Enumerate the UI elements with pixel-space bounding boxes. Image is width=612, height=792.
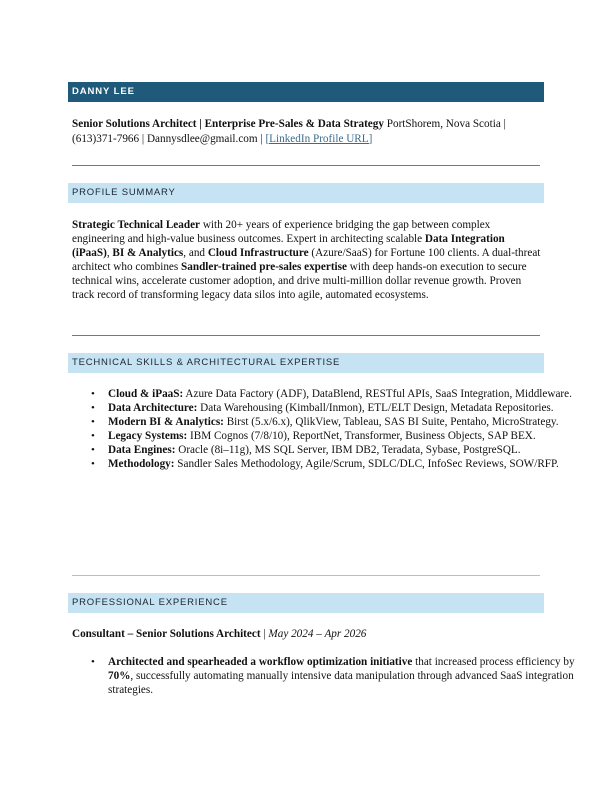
skill-label: Data Architecture: [108,402,198,414]
skill-item [108,387,578,401]
body-text: , [106,247,113,259]
skill-label: Data Engines: [108,444,176,456]
skill-text: Sandler Sales Methodology, Agile/Scrum, SDLC/DLC, InfoSec Reviews, SOW/RFP. [174,458,559,470]
contact-details: PortShorem, Nova Scotia | (613)371-7966 | Dannysdlee@gmail.com | [72,118,506,145]
body-text: with deep hands-on execution to secure technical wins, accelerate customer adoption, and drive multi-million dollar revenue growth. Proven track record of transforming legacy data silos into agile, automated ecosystems. [72,261,527,301]
section-header-profile [68,183,544,203]
job-dates: May 2024 – Apr 2026 [268,628,367,640]
skill-label: Legacy Systems: [108,430,188,442]
emphasis-text: Architected and spearheaded a workflow optimization initiative [108,656,413,668]
divider [72,575,540,576]
skill-label: Cloud & iPaaS: [108,388,184,400]
skill-item [108,457,578,471]
name-banner [68,82,544,102]
emphasis-text: 70% [108,670,131,682]
skill-item [108,415,578,429]
skill-item [108,443,578,457]
candidate-name: DANNY LEE [72,86,135,97]
emphasis-text: Sandler-trained pre-sales expertise [181,261,347,273]
section-title: TECHNICAL SKILLS & ARCHITECTURAL EXPERTISE [72,357,341,368]
experience-bullets [72,655,578,697]
divider [72,165,540,166]
skill-item [108,429,578,443]
skill-label: Methodology: [108,458,175,470]
job-heading [72,627,542,641]
linkedin-link[interactable]: [LinkedIn Profile URL] [265,132,373,145]
skill-label: Modern BI & Analytics: [108,416,224,428]
skill-item [108,401,578,415]
section-title: PROFESSIONAL EXPERIENCE [72,597,228,608]
section-header-experience [68,593,544,613]
section-header-skills [68,353,544,373]
experience-bullet [108,655,578,697]
profile-summary [72,218,542,302]
body-text: that increased process efficiency by [412,656,575,668]
emphasis-text: Cloud Infrastructure [207,247,309,259]
skills-list [72,387,578,471]
job-role: Consultant – Senior Solutions Architect [72,628,261,640]
body-text: with 20+ years of experience bridging the gap between complex engineering and high-value business outcomes. Expert in architecting scalable [72,219,491,245]
headline: Senior Solutions Architect | Enterprise Pre-Sales & Data Strategy [72,118,384,130]
emphasis-text: Strategic Technical Leader [72,219,201,231]
skill-text: Birst (5.x/6.x), QlikView, Tableau, SAS BI Suite, Pentaho, MicroStrategy. [223,416,559,428]
body-text: , and [183,247,208,259]
job-separator: | [260,628,269,640]
skill-text: IBM Cognos (7/8/10), ReportNet, Transformer, Business Objects, SAP BEX. [187,430,536,442]
divider [72,335,540,336]
emphasis-text: Data Integration (iPaaS) [72,233,505,259]
skill-text: Data Warehousing (Kimball/Inmon), ETL/ELT Design, Metadata Repositories. [197,402,554,414]
skill-text: Azure Data Factory (ADF), DataBlend, RESTful APIs, SaaS Integration, Middleware. [183,388,572,400]
section-title: PROFILE SUMMARY [72,187,176,198]
contact-block [72,117,544,146]
body-text: , successfully automating manually intensive data manipulation through advanced SaaS integration strategies. [108,670,574,696]
skill-text: Oracle (8i–11g), MS SQL Server, IBM DB2, Teradata, Sybase, PostgreSQL. [175,444,521,456]
body-text: (Azure/SaaS) for Fortune 100 clients. A dual-threat architect who combines [72,247,541,273]
emphasis-text: BI & Analytics [112,247,184,259]
